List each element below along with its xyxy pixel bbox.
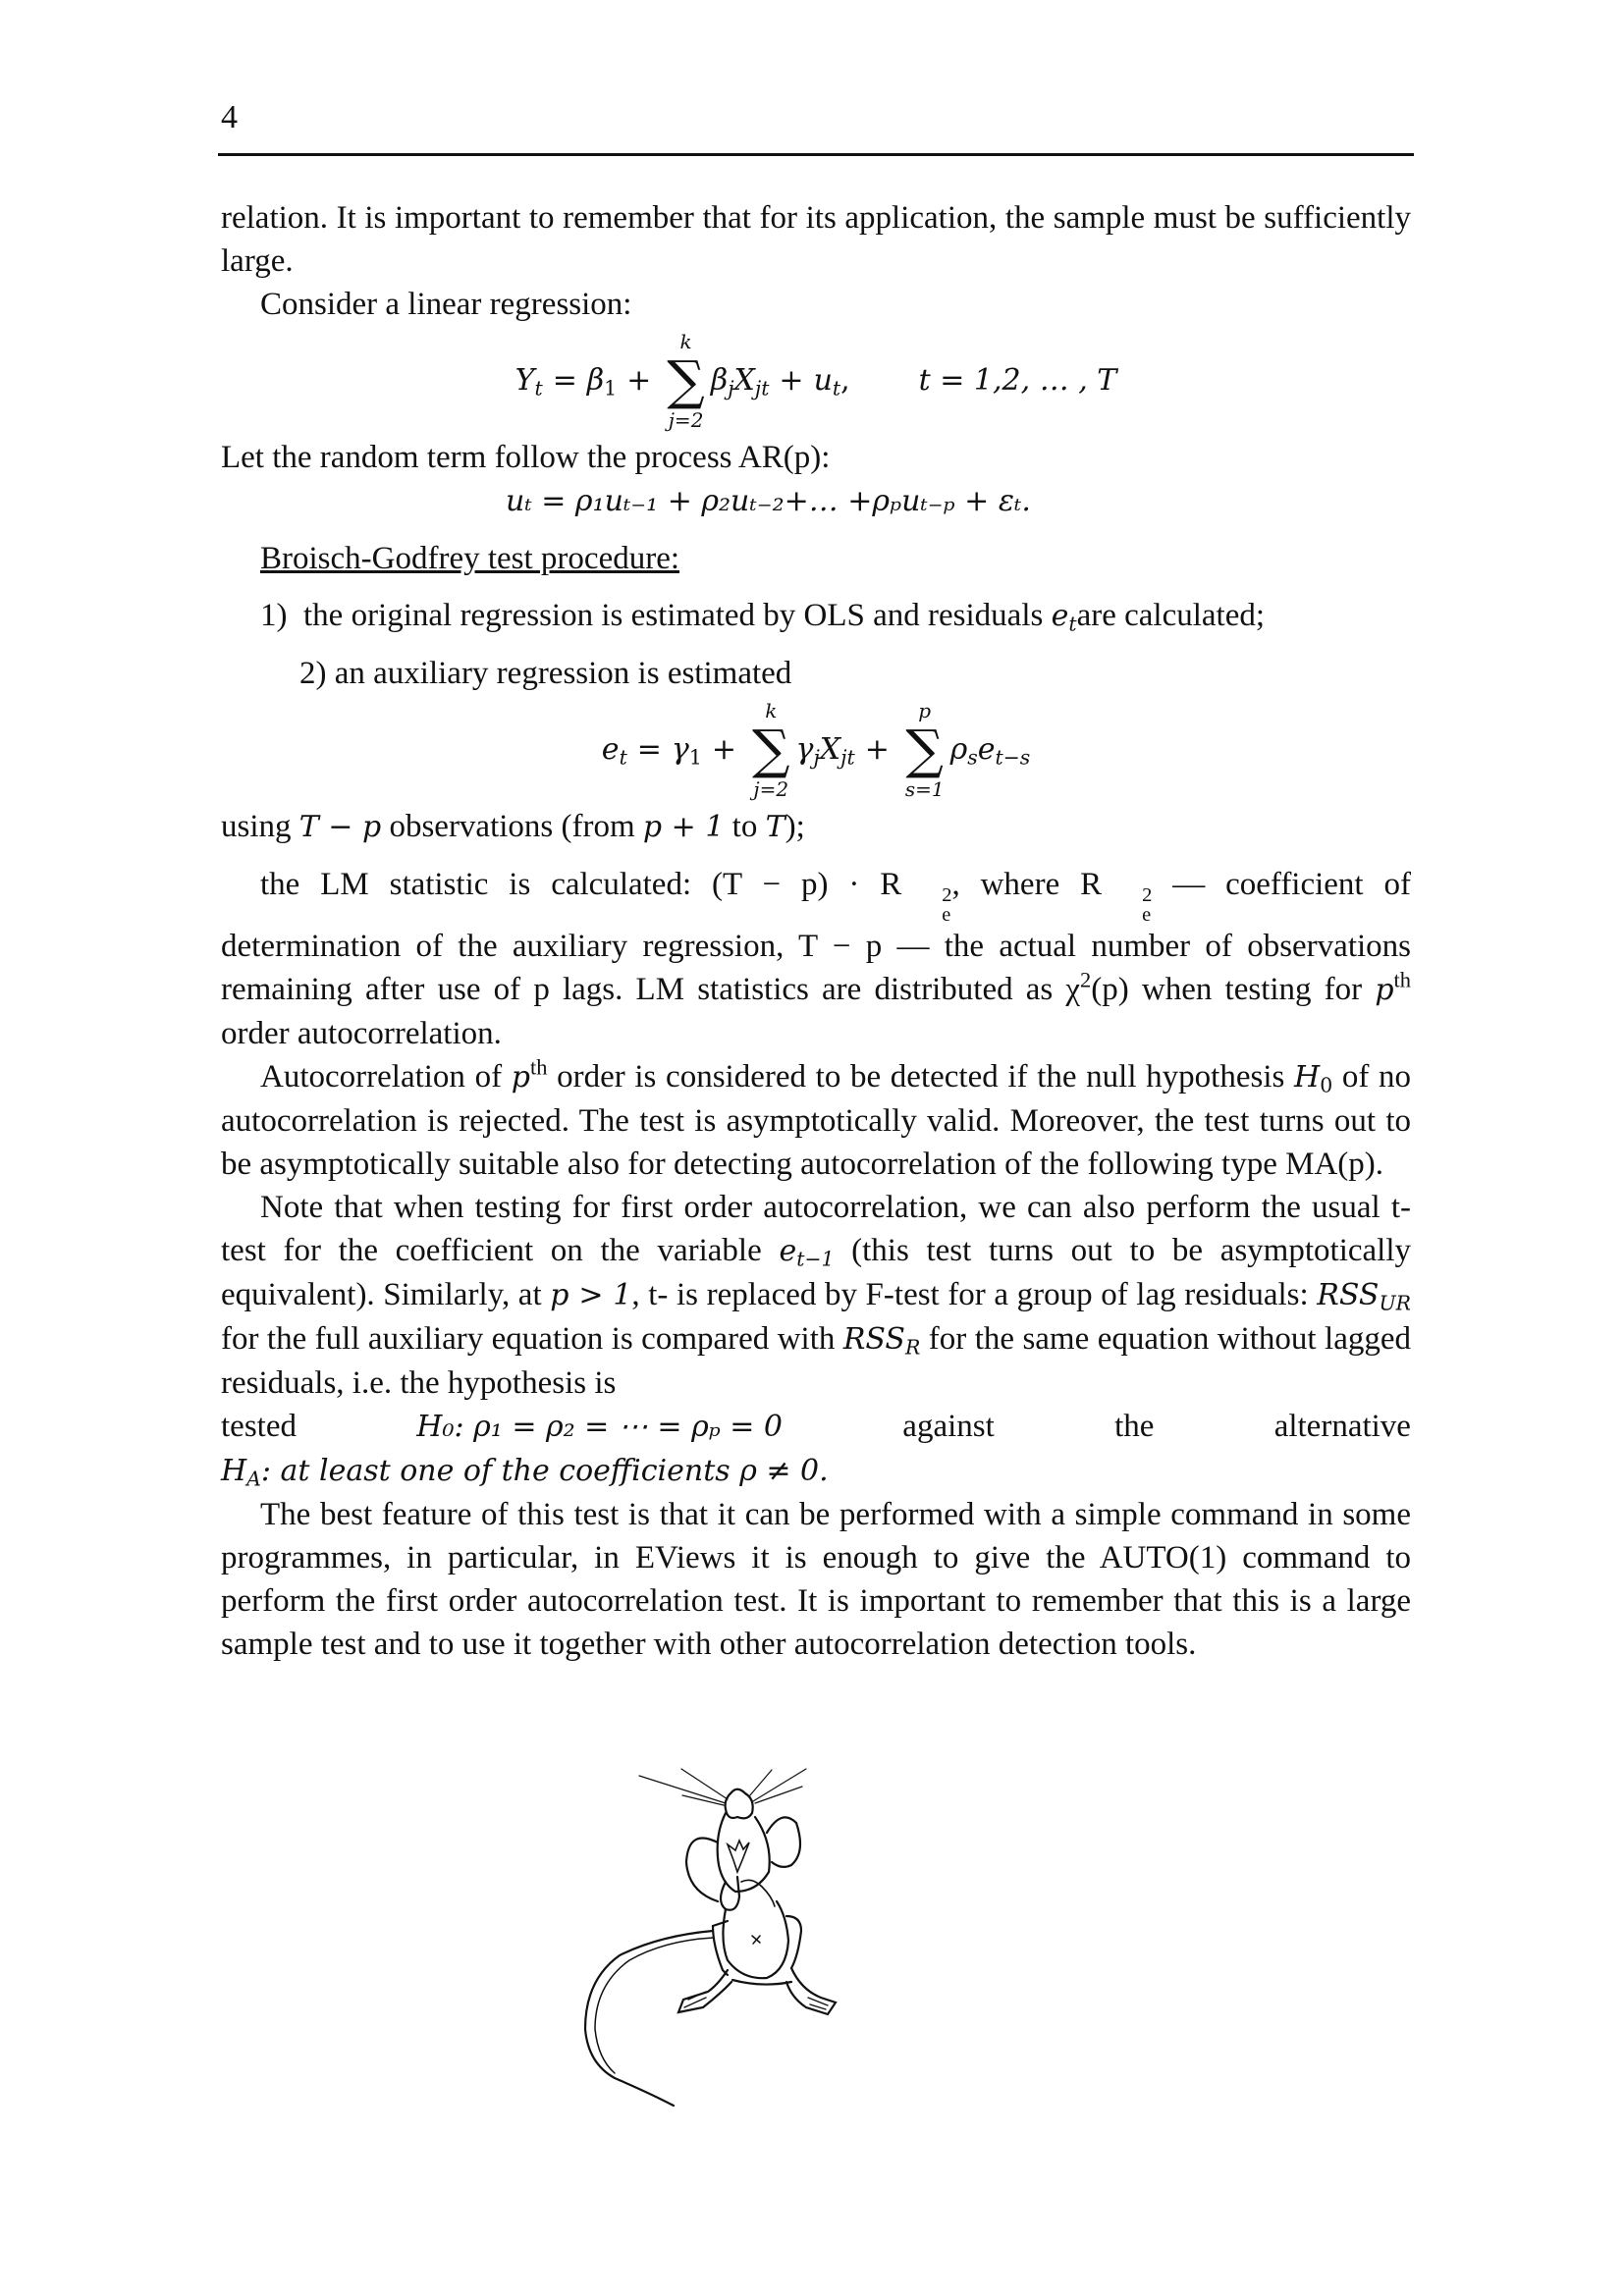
using-line: using T − p observations (from p + 1 to T); bbox=[221, 809, 805, 844]
alternative-hypothesis: $H_A$: at least one of the coefficients ρ ≠ 0. bbox=[221, 1454, 829, 1491]
step-1: 1) the original regression is estimated by OLS and residuals $e_tare$ calculated; bbox=[260, 598, 1266, 636]
eq3-term2: $\rho_se_{t-s}$ bbox=[949, 731, 1031, 770]
detection-paragraph: Autocorrelation of $p^{th}$ order is considered to be detected if the null hypothesis $H_0$ of no autocorrelation is rejected. The test is asymptotically valid. Moreover, the test turns out to be asymptotically suitable also for detecting autocorrelation of the following type MA(p). bbox=[221, 1054, 1412, 1182]
step-2: 2) an auxiliary regression is estimated bbox=[299, 656, 792, 691]
eq3-lhs: $e_t$ bbox=[601, 731, 627, 770]
page-body bbox=[221, 196, 1411, 2127]
intro-continuation: relation. It is important to remember that for its application, the sample must be sufficiently large. bbox=[221, 200, 1411, 279]
summation-symbol: k ∑ j=2 bbox=[667, 330, 705, 432]
eq3-gamma1: $\gamma_1$ bbox=[671, 731, 702, 770]
eq1-lhs: $Y_t$ bbox=[514, 362, 543, 400]
eq3-term1: $\gamma_jX_{jt}$ bbox=[795, 731, 855, 770]
final-paragraph: The best feature of this test is that it can be performed with a simple command in some programmes, in particular, in EViews it is enough to give the AUTO(1) command to perform the first order autocorrelation test. It is important to remember that this is a large sample test and to use it together with other autocorrelation detection tools. bbox=[221, 1497, 1411, 1662]
lm-paragraph: the LM statistic is calculated: (T − p) · R 2 e , where R 2 e — coefficient of determination of the auxiliary regression, T − p — the actual number of observations remaining after use of p lags. LM statistics are distributed as $\chi^2(p)$ when testing for $p^{th}$ order autocorrelation. bbox=[221, 867, 1411, 1051]
illustration bbox=[221, 1735, 1411, 2127]
r-squared-scripts: 2 e bbox=[942, 884, 952, 926]
r-squared-scripts: 2 e bbox=[1142, 884, 1153, 926]
equation-regression: $Y_t$ = $\beta_1$ + k ∑ j=2 $\beta_jX_{jt}$ + $u_t$, t = 1,2, … , T bbox=[514, 330, 1117, 432]
null-hypothesis: H₀: ρ₁ = ρ₂ = ⋯ = ρₚ = 0 bbox=[416, 1410, 783, 1444]
page-number: 4 bbox=[221, 99, 238, 135]
eq1-term: $\beta_jX_{jt}$ bbox=[710, 362, 770, 400]
mouse-drawing-icon bbox=[580, 1735, 1052, 2127]
equation-auxiliary: $e_t$ = $\gamma_1$ + k ∑ j=2 $\gamma_jX_{jt}$ + p ∑ s=1 $\rho_se_{t-s}$ bbox=[601, 699, 1031, 801]
ar-intro: Let the random term follow the process AR(p): bbox=[221, 440, 831, 475]
procedure-title: Broisch-Godfrey test procedure: bbox=[260, 541, 680, 576]
eq1-beta1: $\beta_1$ bbox=[586, 362, 618, 400]
summation-symbol: k ∑ j=2 bbox=[751, 699, 790, 801]
eq1-range: t = 1,2, … , T bbox=[918, 363, 1117, 398]
header-rule bbox=[218, 153, 1414, 156]
note-paragraph: Note that when testing for first order autocorrelation, we can also perform the usual t-test for the coefficient on the variable $e_{t-1}$ (this test turns out to be asymptotically equivalent). Similarly, at p > 1, t- is replaced by F-test for a group of lag residuals: $RSS_{UR}$ for the full auxiliary equation is compared with $RSS_R$ for the same equation without lagged residuals, i.e. the hypothesis is bbox=[221, 1190, 1411, 1401]
eq1-error: $u_t$, bbox=[813, 362, 850, 400]
hypothesis-line: tested H₀: ρ₁ = ρ₂ = ⋯ = ρₚ = 0 against the alternative bbox=[221, 1405, 1411, 1449]
consider-line: Consider a linear regression: bbox=[260, 287, 632, 322]
equation-ar: uₜ = ρ₁uₜ₋₁ + ρ₂uₜ₋₂+… +ρₚuₜ₋ₚ + εₜ. bbox=[506, 484, 1031, 518]
summation-symbol: p ∑ s=1 bbox=[904, 699, 945, 801]
